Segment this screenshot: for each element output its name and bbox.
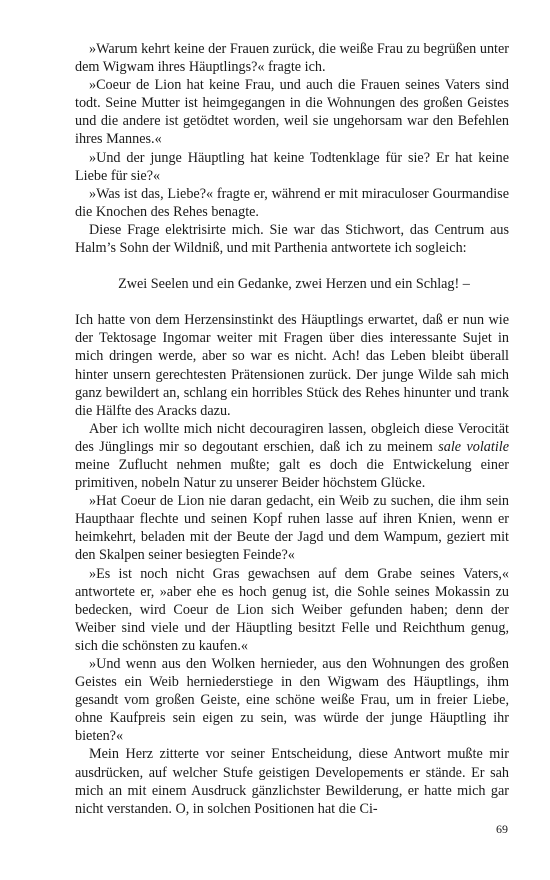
paragraph: Ich hatte von dem Herzensinstinkt des Häuptlings erwartet, daß er nun wie der Tektosage Ingomar weiter mit Fragen über dies interessante Sujet in mich dringen werde, aber so war es nicht. Ach! das Leben bleibt überall hinter unsern gerechtesten Prätensionen zurück. Der junge Wilde sah mich ganz bewildert an, schlang ein horribles Stück des Rehes hinunter und trank die Hälfte des Aracks dazu. <box>75 312 509 419</box>
page-number: 69 <box>496 822 508 836</box>
italic-phrase: sale volatile <box>438 438 509 455</box>
paragraph: »Es ist noch nicht Gras gewachsen auf dem Grabe seines Vaters,« antwortete er, »aber ehe es hoch genug ist, die Sohle seines Mokassin zu bedecken, wird Coeur de Lion sich Weiber gefunden haben; denn der Weiber sind viele und der Häuptling besitzt Felle und Reichthum genug, sich die schönsten zu kaufen.« <box>75 565 509 654</box>
body-text <box>75 40 509 818</box>
paragraph <box>75 420 509 492</box>
verse-line: Zwei Seelen und ein Gedanke, zwei Herzen und ein Schlag! – <box>118 276 470 293</box>
paragraph: Diese Frage elektrisirte mich. Sie war das Stichwort, das Centrum aus Halm’s Sohn der Wildniß, und mit Parthenia antwortete ich sogleich: <box>75 221 509 257</box>
paragraph: »Und der junge Häuptling hat keine Todtenklage für sie? Er hat keine Liebe für sie?« <box>75 149 509 184</box>
paragraph: »Warum kehrt keine der Frauen zurück, die weiße Frau zu begrüßen unter dem Wigwam ihres Häuptlings?« fragte ich. <box>75 41 509 76</box>
paragraph: »Was ist das, Liebe?« fragte er, während er mit miraculoser Gourmandise die Knochen des Rehes benagte. <box>75 185 509 220</box>
paragraph: »Hat Coeur de Lion nie daran gedacht, ein Weib zu suchen, die ihm sein Haupthaar flechte und seinen Kopf ruhen lasse auf ihren Knien, wenn er heimkehrt, beladen mit der Beute der Jagd und dem Wampum, geziert mit den Skalpen seiner besiegten Feinde?« <box>75 493 509 564</box>
paragraph: »Und wenn aus den Wolken hernieder, aus den Wohnungen des großen Geistes ein Weib herniederstiege in den Wigwam des Häuptlings, ihm gesandt vom großen Geiste, eine schöne weiße Frau, um in freier Liebe, ohne Kaufpreis sein eigen zu sein, was würde der junge Häuptling ihr bieten?« <box>75 656 509 745</box>
paragraph: »Coeur de Lion hat keine Frau, und auch die Frauen seines Vaters sind todt. Seine Mutter ist heimgegangen in die Wohnungen des großen Geistes und die andere ist getödtet worden, weil sie ungehorsam war den Befehlen ihres Mannes.« <box>75 77 509 148</box>
paragraph-text: meine Zuflucht nehmen mußte; galt es doch die Entwickelung einer primitiven, nobeln Natur zu unserer Beider höchstem Glücke. <box>75 456 509 492</box>
paragraph-text: Aber ich wollte mich nicht decouragiren lassen, obgleich diese Verocität des Jünglings mir so degoutant erschien, daß ich zu meinem <box>75 420 509 455</box>
paragraph: Mein Herz zitterte vor seiner Entscheidung, diese Antwort mußte mir ausdrücken, auf welcher Stufe geistigen Developements er stände. Er sah mich an mit einem Ausdruck gänzlichster Bewilderung, er hatte mich gar nicht verstanden. O, in solchen Positionen hat die Ci- <box>75 746 509 817</box>
